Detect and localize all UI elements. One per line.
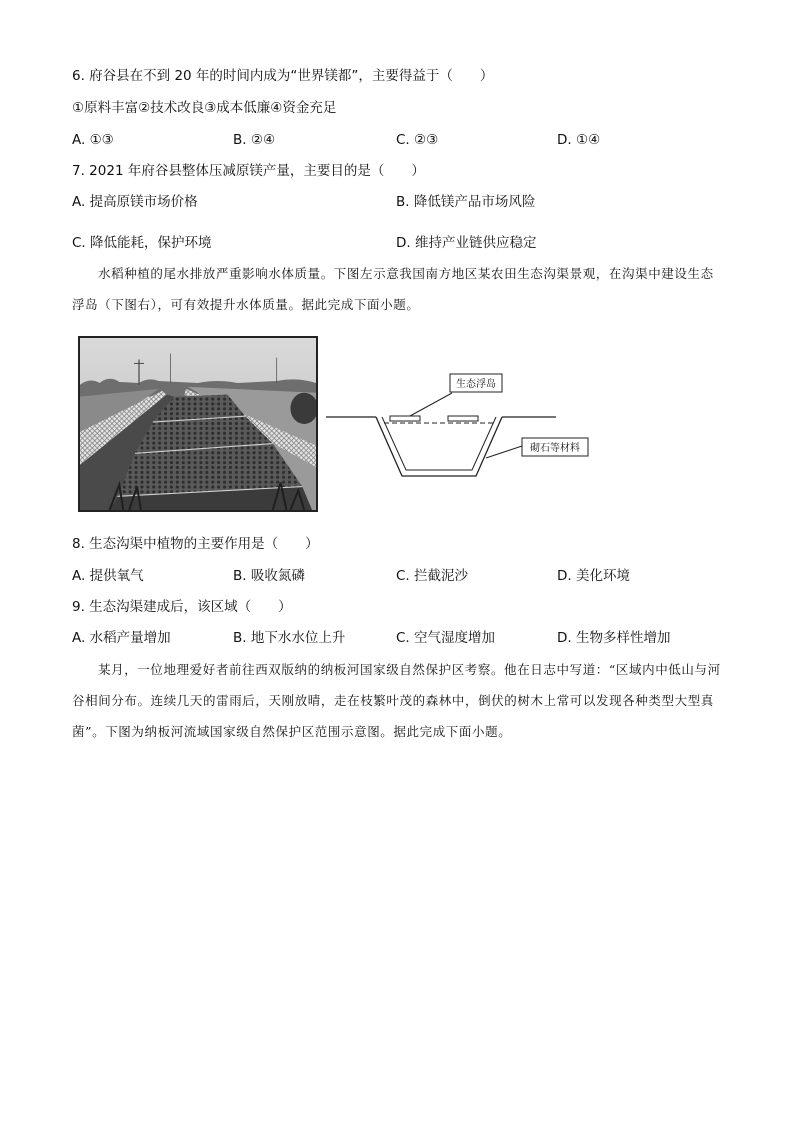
q7-option-c: C. 降低能耗，保护环境 xyxy=(72,235,212,251)
q8-option-c: C. 拦截泥沙 xyxy=(396,568,469,584)
floating-island-1 xyxy=(390,416,420,421)
q9-stem: 9. 生态沟渠建成后，该区域（ ） xyxy=(72,599,292,615)
q6-items: ①原料丰富②技术改良③成本低廉④资金充足 xyxy=(72,100,337,116)
q7-stem: 7. 2021 年府谷县整体压减原镁产量，主要目的是（ ） xyxy=(72,163,425,179)
q8-stem: 8. 生态沟渠中植物的主要作用是（ ） xyxy=(72,536,319,552)
q9-option-b: B. 地下水水位上升 xyxy=(233,630,346,646)
label-floating-island: 生态浮岛 xyxy=(456,379,496,390)
label-stone-material: 砌石等材料 xyxy=(530,443,580,454)
ditch-landscape-photo xyxy=(78,336,318,512)
q6-option-b: B. ②④ xyxy=(233,132,276,148)
q6-option-d: D. ①④ xyxy=(557,132,601,148)
q9-option-d: D. 生物多样性增加 xyxy=(557,630,671,646)
passage-ecological-ditch: 水稻种植的尾水排放严重影响水体质量。下图左示意我国南方地区某农田生态沟渠景观，在沟渠中建设生态浮岛（下图右），可有效提升水体质量。据此完成下面小题。 xyxy=(72,266,714,312)
passage-naban-river: 某月，一位地理爱好者前往西双版纳的纳板河国家级自然保护区考察。他在日志中写道：“区域内中低山与河谷相间分布。连续几天的雷雨后，天刚放晴，走在枝繁叶茂的森林中，倒伏的树木上常可以发现各种类型大型真菌”。下图为纳板河流域国家级自然保护区范围示意图。据此完成下面小题。 xyxy=(72,662,721,739)
q8-option-b: B. 吸收氮磷 xyxy=(233,568,305,584)
floating-island-diagram xyxy=(326,368,596,488)
q6-option-a: A. ①③ xyxy=(72,132,114,148)
q6-option-c: C. ②③ xyxy=(396,132,439,148)
q8-option-d: D. 美化环境 xyxy=(557,568,630,584)
q9-option-a: A. 水稻产量增加 xyxy=(72,630,171,646)
floating-island-2 xyxy=(448,416,478,421)
q7-option-d: D. 维持产业链供应稳定 xyxy=(396,235,537,251)
q9-option-c: C. 空气湿度增加 xyxy=(396,630,496,646)
q8-option-a: A. 提供氧气 xyxy=(72,568,144,584)
q7-option-a: A. 提高原镁市场价格 xyxy=(72,194,198,210)
q6-stem: 6. 府谷县在不到 20 年的时间内成为“世界镁都”，主要得益于（ ） xyxy=(72,68,494,84)
q7-option-b: B. 降低镁产品市场风险 xyxy=(396,194,536,210)
